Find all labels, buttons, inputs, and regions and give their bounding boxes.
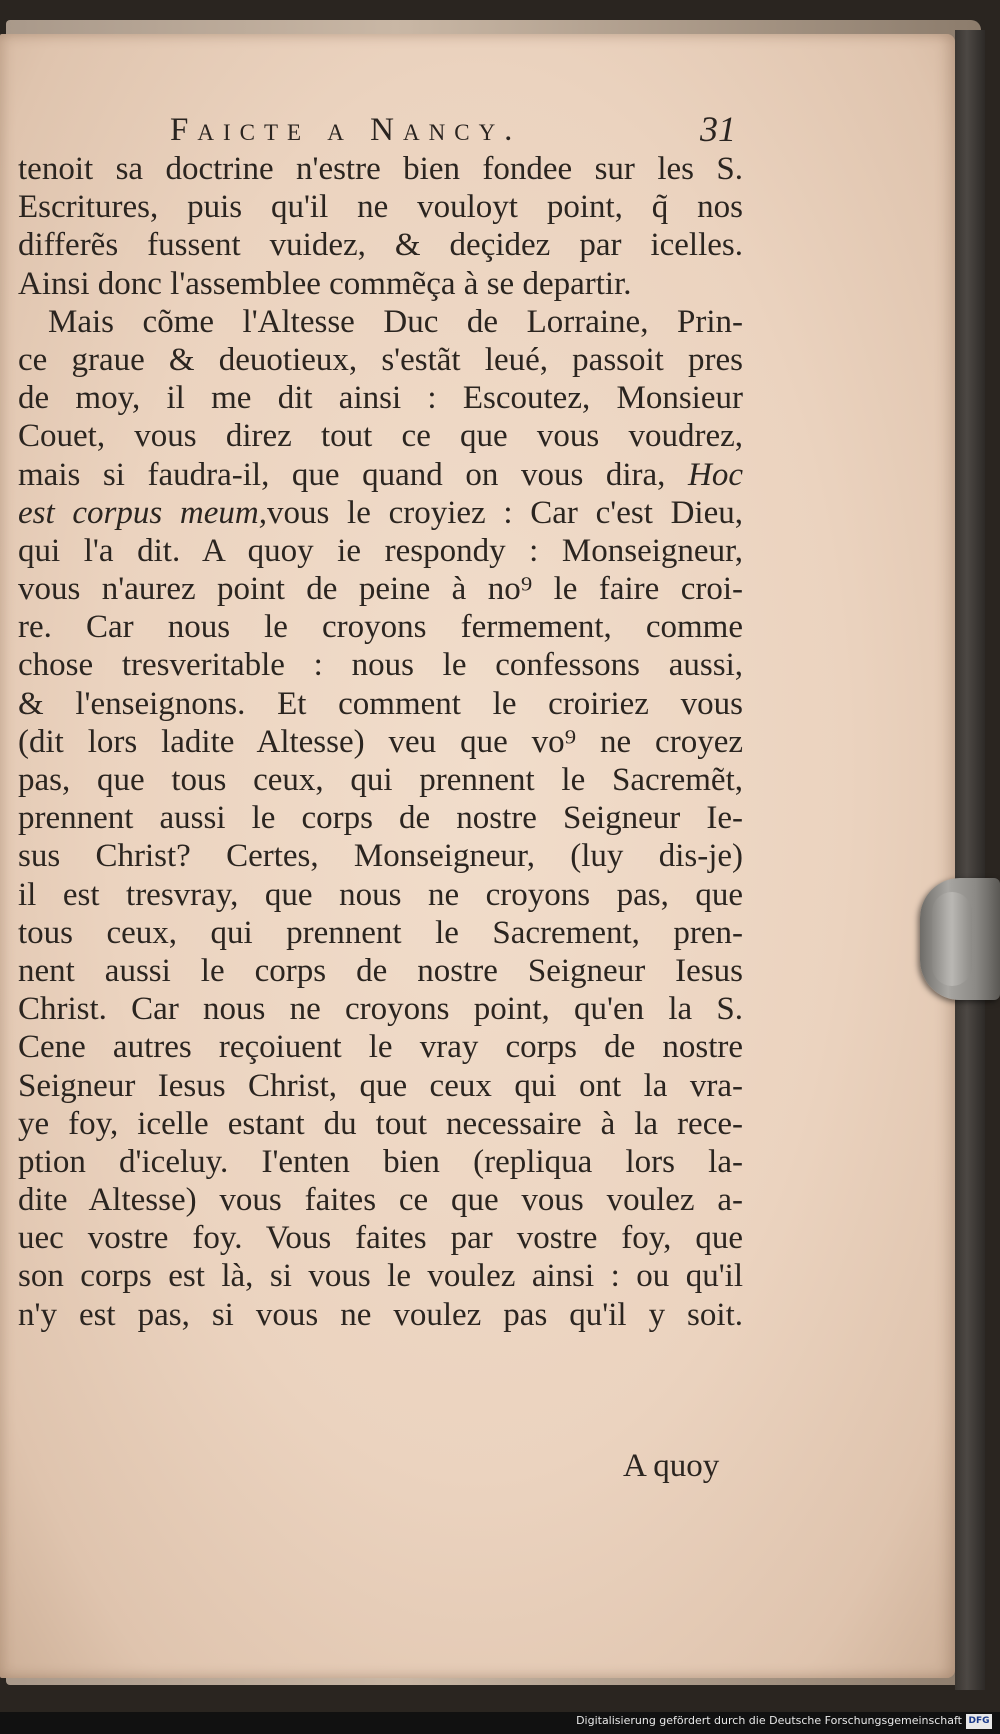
text-line-22: nent aussi le corps de nostre Seigneur Iesus (18, 952, 743, 989)
italic-est-corpus: est corpus meum, (18, 494, 267, 531)
text-line-29: uec vostre foy. Vous faites par vostre foy, que (18, 1220, 743, 1257)
italic-hoc: Hoc (688, 456, 743, 493)
body-text (18, 150, 743, 1334)
funding-credit: Digitalisierung gefördert durch die Deutsche Forschungsgemeinschaft (576, 1714, 962, 1727)
running-title: Faicte a Nancy. (170, 112, 522, 148)
text-line-25: Seigneur Iesus Christ, que ceux qui ont la vra- (18, 1067, 743, 1104)
text-line-30: son corps est là, si vous le voulez ainsi : ou qu'il (18, 1258, 743, 1295)
text-line-5: Mais cõme l'Altesse Duc de Lorraine, Prin- (48, 303, 743, 340)
text-line-6: ce graue & deuotieux, s'estãt leué, passoit pres (18, 341, 743, 378)
text-line-20: il est tresvray, que nous ne croyons pas, que (18, 876, 743, 913)
text-line-23: Christ. Car nous ne croyons point, qu'en la S. (18, 991, 743, 1028)
text-line-1: tenoit sa doctrine n'estre bien fondee sur les S. (18, 151, 743, 187)
text-line-9-roman: mais si faudra-il, que quand on vous dira, (18, 456, 689, 493)
page-number: 31 (700, 109, 736, 149)
text-line-10 (18, 494, 743, 532)
text-line-7: de moy, il me dit ainsi : Escoutez, Monsieur (18, 380, 743, 417)
text-line-16: (dit lors ladite Altesse) veu que vo⁹ ne croyez (18, 723, 743, 760)
text-line-28: dite Altesse) vous faites ce que vous voulez a- (18, 1182, 743, 1219)
metal-clasp (920, 878, 1000, 1000)
text-line-4: Ainsi donc l'assemblee commẽça à se departir. (18, 265, 632, 302)
text-line-15: & l'enseignons. Et comment le croiriez vous (18, 685, 743, 722)
text-line-27: ption d'iceluy. I'enten bien (repliqua lors la- (18, 1143, 743, 1180)
text-line-17: pas, que tous ceux, qui prennent le Sacremẽt, (18, 762, 743, 798)
text-line-9 (18, 456, 743, 494)
text-line-26: ye foy, icelle estant du tout necessaire à la rece- (18, 1105, 743, 1142)
clasp-highlight (932, 892, 972, 986)
text-line-11: qui l'a dit. A quoy ie respondy : Monseigneur, (18, 532, 743, 569)
binding-shadow (955, 30, 985, 1690)
text-line-13: re. Car nous le croyons fermement, comme (18, 609, 743, 646)
text-line-18: prennent aussi le corps de nostre Seigneur Ie- (18, 800, 743, 837)
catchword: A quoy (623, 1448, 720, 1484)
text-line-21: tous ceux, qui prennent le Sacrement, pren- (18, 914, 743, 951)
text-line-10-roman: vous le croyiez : Car c'est Dieu, (266, 494, 743, 531)
text-line-31: n'y est pas, si vous ne voulez pas qu'il y soit. (18, 1296, 743, 1333)
text-line-14: chose tresveritable : nous le confessons aussi, (18, 647, 743, 684)
text-line-24: Cene autres reçoiuent le vray corps de nostre (18, 1029, 743, 1066)
text-line-8: Couet, vous direz tout ce que vous voudrez, (18, 418, 743, 455)
dfg-logo: DFG (966, 1714, 992, 1729)
text-line-3: differẽs fussent vuidez, & deçidez par icelles. (18, 227, 743, 264)
text-line-2: Escritures, puis qu'il ne vouloyt point, q̃ nos (18, 189, 743, 226)
text-line-19: sus Christ? Certes, Monseigneur, (luy dis-je) (18, 838, 743, 875)
text-line-12: vous n'aurez point de peine à no⁹ le faire croi- (18, 571, 743, 608)
